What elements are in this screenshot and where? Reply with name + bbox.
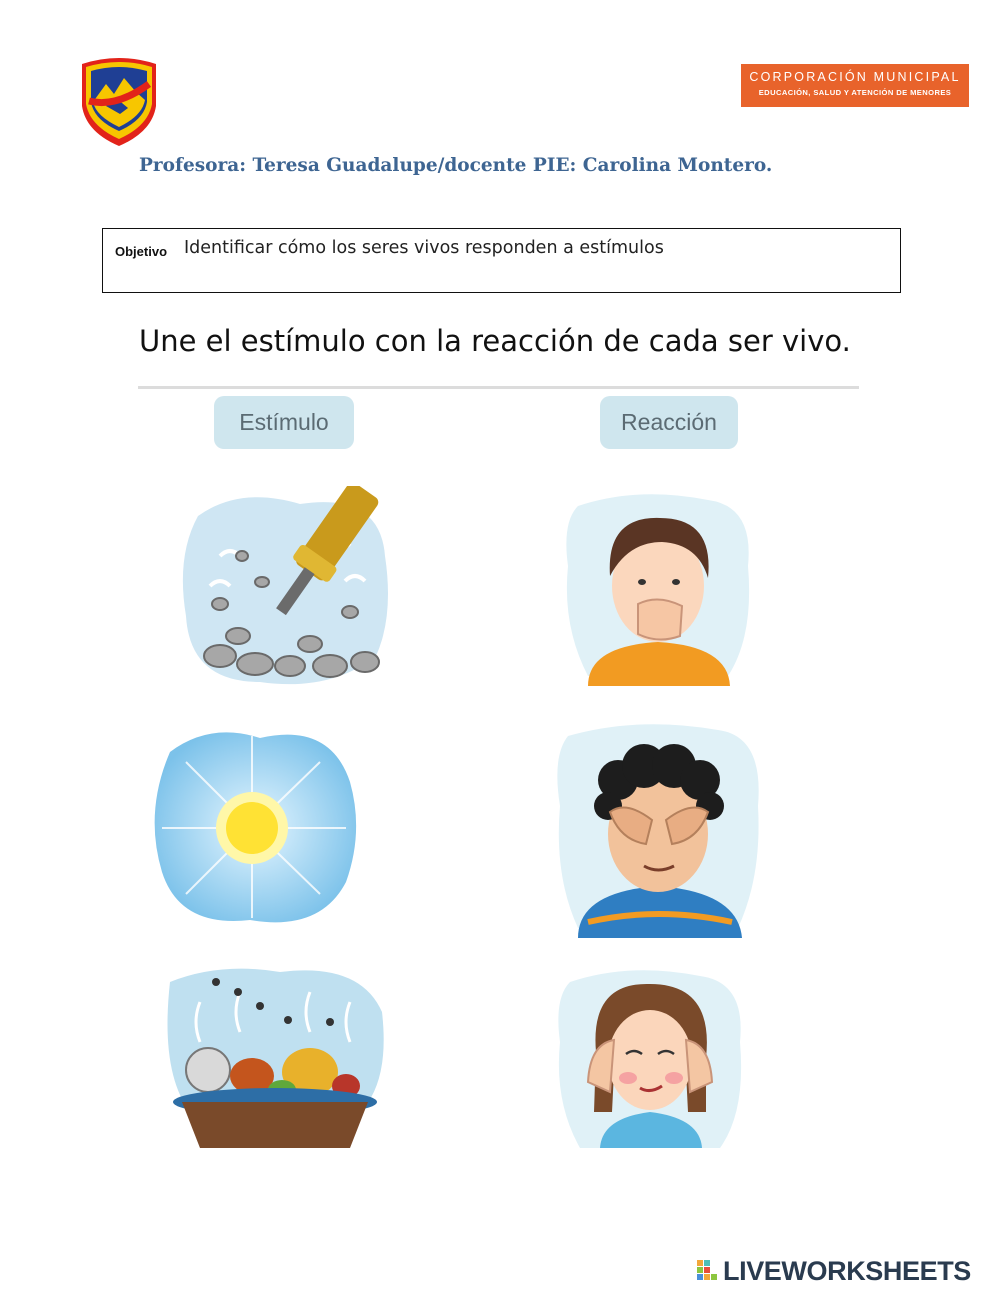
reaction-cover-nose-image[interactable] [558,486,758,686]
school-crest-logo [76,54,162,148]
matching-exercise-picture [138,386,859,1148]
teacher-line: Profesora: Teresa Guadalupe/docente PIE: Carolina Montero. [139,155,773,176]
objective-box [102,228,901,293]
corp-logo-line2: EDUCACIÓN, SALUD Y ATENCIÓN DE MENORES [758,88,952,97]
corporacion-municipal-logo [741,64,969,107]
reaction-cover-ears-image[interactable] [550,962,750,1148]
liveworksheets-branding [697,1257,971,1285]
stimulus-sun-image[interactable] [150,722,360,932]
objective-text: Identificar cómo los seres vivos responden a estímulos [184,238,664,258]
stimulus-garbage-image[interactable] [160,962,390,1148]
instruction-text: Une el estímulo con la reacción de cada ser vivo. [139,324,851,358]
reaction-column-header: Reacción [600,396,738,449]
liveworksheets-wordmark: LIVEWORKSHEETS [723,1255,971,1286]
objective-label: Objetivo [115,244,168,259]
stimulus-column-header: Estímulo [214,396,354,449]
corp-logo-line1: CORPORACIÓN MUNICIPAL [749,70,961,84]
reaction-cover-eyes-image[interactable] [548,716,770,938]
top-divider [138,386,859,389]
liveworksheets-logo-icon [697,1260,719,1282]
stimulus-jackhammer-image[interactable] [180,486,396,692]
